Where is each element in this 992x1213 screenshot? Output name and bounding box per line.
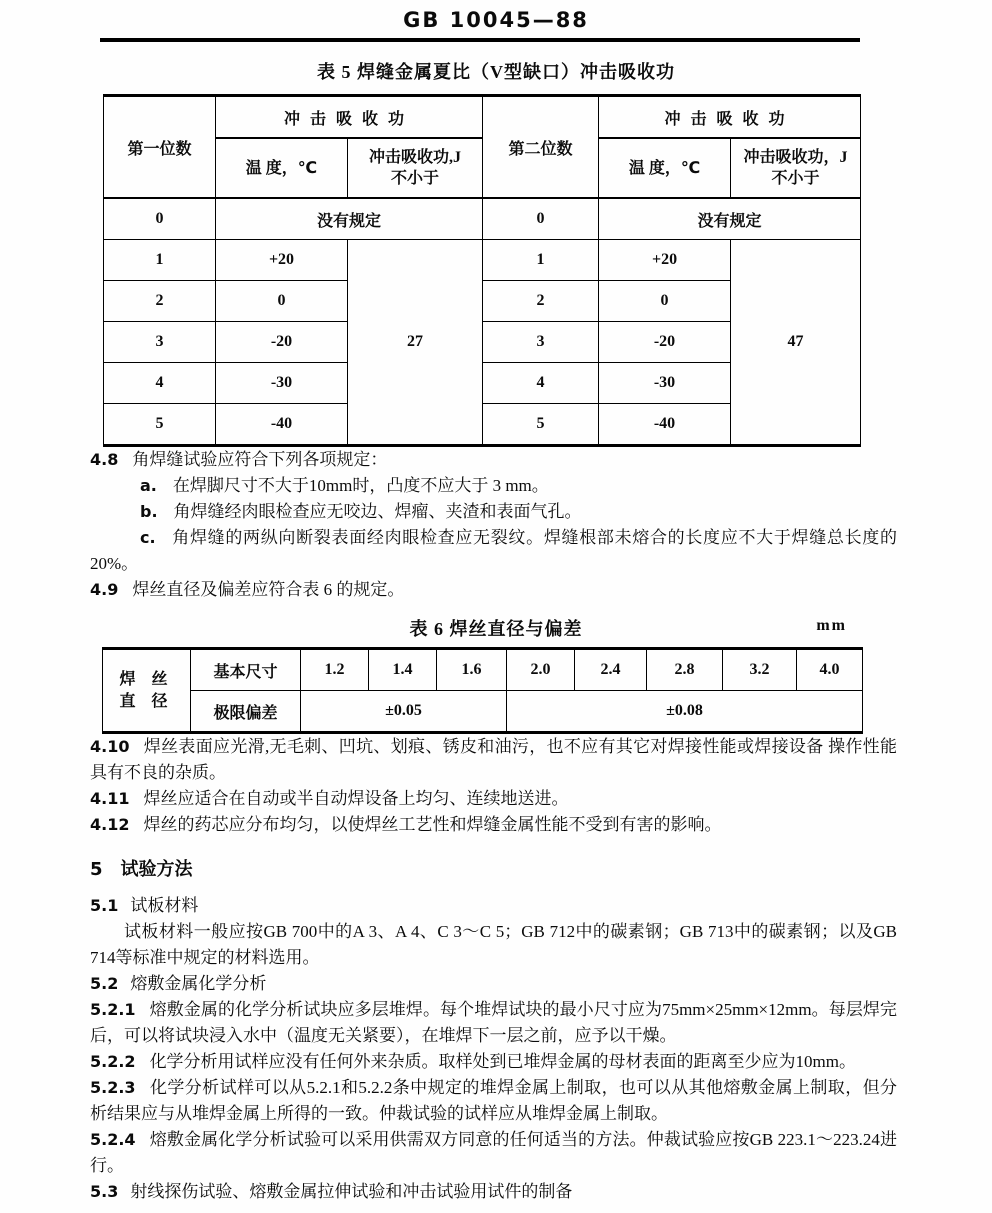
table6-diameter-table — [102, 647, 863, 734]
cell-temp: -30 — [216, 363, 348, 404]
table5-header-temp-right: 温 度，℃ — [599, 138, 731, 198]
section-number: 5.2 — [90, 974, 119, 993]
cell-no-spec: 没有规定 — [216, 198, 483, 240]
deviation-label: 极限偏差 — [191, 691, 301, 733]
item-text: 角焊缝的两纵向断裂表面经肉眼检查应无裂纹。焊缝根部未熔合的长度应不大于焊缝总长度的20%。 — [90, 528, 897, 573]
section-4-8-a — [90, 473, 897, 499]
cell-temp: -20 — [216, 322, 348, 363]
deviation-small: ±0.05 — [301, 691, 507, 733]
size-value: 1.6 — [437, 649, 507, 691]
impact-j-left-line2: 不小于 — [391, 170, 440, 187]
section-5-2-4 — [90, 1127, 897, 1179]
cell-digit: 2 — [104, 281, 216, 322]
size-value: 1.4 — [369, 649, 437, 691]
table5-header-impact-group-right: 冲击吸收功 — [599, 96, 861, 139]
section-4-11 — [90, 786, 897, 812]
cell-min-impact-right: 47 — [731, 240, 861, 446]
table6-row-label — [103, 649, 191, 733]
cell-digit: 4 — [104, 363, 216, 404]
table6-caption — [90, 615, 902, 641]
cell-digit: 5 — [104, 404, 216, 446]
section-number: 5.1 — [90, 896, 119, 915]
impact-j-right-line2: 不小于 — [771, 170, 820, 187]
section-text: 焊丝应适合在自动或半自动焊设备上均匀、连续地送进。 — [143, 789, 569, 808]
cell-temp: -20 — [599, 322, 731, 363]
section-number: 4.8 — [90, 450, 119, 469]
size-value: 2.4 — [575, 649, 647, 691]
row-label-line1: 焊 丝 — [119, 670, 174, 688]
section-text: 熔敷金属化学分析试验可以采用供需双方同意的任何适当的方法。仲裁试验应按GB 223.1～223.24进行。 — [90, 1130, 897, 1175]
section-text: 焊丝的药芯应分布均匀，以使焊丝工艺性和焊缝金属性能不受到有害的影响。 — [143, 815, 722, 834]
section-4-block — [90, 447, 897, 603]
size-value: 2.0 — [507, 649, 575, 691]
section-number: 5.2.1 — [90, 1000, 136, 1019]
section-text: 射线探伤试验、熔敷金属拉伸试验和冲击试验用试件的制备 — [130, 1182, 573, 1201]
section-5-2-1 — [90, 997, 897, 1049]
cell-digit: 0 — [104, 198, 216, 240]
table5-header-temp-left: 温 度，℃ — [216, 138, 348, 198]
table5-impact-table — [103, 94, 861, 447]
impact-j-left-line1: 冲击吸收功,J — [369, 149, 462, 166]
item-text: 角焊缝经肉眼检查应无咬边、焊瘤、夹渣和表面气孔。 — [173, 502, 582, 521]
basic-size-label: 基本尺寸 — [191, 649, 301, 691]
section-text: 焊丝直径及偏差应符合表 6 的规定。 — [132, 580, 405, 599]
cell-min-impact-left: 27 — [348, 240, 483, 446]
table6-unit: mm — [816, 617, 847, 634]
cell-digit: 1 — [483, 240, 599, 281]
section-text: 化学分析试样可以从5.2.1和5.2.2条中规定的堆焊金属上制取，也可以从其他熔敷金属上制取，但分析结果应与从堆焊金属上所得的一致。仲裁试验的试样应从堆焊金属上制取。 — [90, 1078, 897, 1123]
row-label-line2: 直 径 — [119, 692, 174, 710]
section-number: 4.11 — [90, 789, 130, 808]
chapter-5-heading — [90, 856, 897, 883]
table6-row-deviation — [103, 691, 863, 733]
table6-row-sizes — [103, 649, 863, 691]
cell-temp: -40 — [216, 404, 348, 446]
section-number: 5.2.2 — [90, 1052, 136, 1071]
item-label: c. — [140, 528, 156, 547]
size-value: 1.2 — [301, 649, 369, 691]
cell-digit: 1 — [104, 240, 216, 281]
size-value: 2.8 — [647, 649, 723, 691]
cell-temp: +20 — [599, 240, 731, 281]
section-number: 4.9 — [90, 580, 119, 599]
cell-digit: 4 — [483, 363, 599, 404]
cell-no-spec: 没有规定 — [599, 198, 861, 240]
section-5-2-3 — [90, 1075, 897, 1127]
chapter-number: 5 — [90, 859, 103, 880]
section-5-3 — [90, 1179, 897, 1205]
section-5-2 — [90, 971, 897, 997]
table5-row-0 — [104, 198, 861, 240]
item-label: a. — [140, 476, 157, 495]
cell-digit: 3 — [104, 322, 216, 363]
size-value: 4.0 — [797, 649, 863, 691]
section-number: 4.12 — [90, 815, 130, 834]
section-text: 熔敷金属的化学分析试块应多层堆焊。每个堆焊试块的最小尺寸应为75mm×25mm×12mm。每层焊完后，可以将试块浸入水中（温度无关紧要），在堆焊下一层之前，应予以干燥。 — [90, 1000, 897, 1045]
section-text: 试板材料 — [130, 896, 199, 915]
section-text: 角焊缝试验应符合下列各项规定： — [132, 450, 388, 469]
section-4-8 — [90, 447, 897, 473]
chapter-title: 试验方法 — [120, 859, 193, 879]
section-number: 5.2.3 — [90, 1078, 136, 1097]
section-5-1-body: 试板材料一般应按GB 700中的A 3、A 4、C 3～C 5；GB 712中的碳素钢；GB 713中的碳素钢；以及GB 714等标准中规定的材料选用。 — [90, 922, 897, 967]
cell-temp: 0 — [599, 281, 731, 322]
table5-title: 表 5 焊缝金属夏比（V型缺口）冲击吸收功 — [317, 62, 675, 82]
section-4-9 — [90, 577, 897, 603]
section-4-12 — [90, 812, 897, 838]
cell-temp: -30 — [599, 363, 731, 404]
section-text: 化学分析用试样应没有任何外来杂质。取样处到已堆焊金属的母材表面的距离至少应为10mm。 — [149, 1052, 857, 1071]
table5-header-second-digit: 第二位数 — [483, 96, 599, 199]
standard-number: GB 10045—88 — [403, 8, 589, 32]
cell-digit: 3 — [483, 322, 599, 363]
cell-temp: +20 — [216, 240, 348, 281]
item-text: 在焊脚尺寸不大于10mm时，凸度不应大于 3 mm。 — [172, 476, 549, 495]
cell-digit: 0 — [483, 198, 599, 240]
section-number: 5.2.4 — [90, 1130, 136, 1149]
table5-header-impact-group-left: 冲击吸收功 — [216, 96, 483, 139]
section-text: 熔敷金属化学分析 — [130, 974, 267, 993]
section-4-8-b — [90, 499, 897, 525]
header-rule — [100, 38, 860, 42]
table5-header-impact-j-right — [731, 138, 861, 198]
cell-digit: 2 — [483, 281, 599, 322]
cell-digit: 5 — [483, 404, 599, 446]
table5-header-impact-j-left — [348, 138, 483, 198]
section-number: 4.10 — [90, 737, 130, 756]
section-5-2-2 — [90, 1049, 897, 1075]
table6-title: 表 6 焊丝直径与偏差 — [409, 619, 583, 639]
section-number: 5.3 — [90, 1182, 119, 1201]
cell-temp: 0 — [216, 281, 348, 322]
section-5-1 — [90, 893, 897, 919]
section-4-8-c — [90, 525, 897, 577]
size-value: 3.2 — [723, 649, 797, 691]
table5-header-first-digit: 第一位数 — [104, 96, 216, 199]
table5-row-1 — [104, 240, 861, 281]
cell-temp: -40 — [599, 404, 731, 446]
impact-j-right-line1: 冲击吸收功，J — [743, 149, 848, 166]
section-text: 焊丝表面应光滑,无毛刺、凹坑、划痕、锈皮和油污，也不应有其它对焊接性能或焊接设备 操作性能具有不良的杂质。 — [90, 737, 897, 782]
section-4-10 — [90, 734, 897, 786]
item-label: b. — [140, 502, 158, 521]
section-5-block — [90, 734, 897, 1205]
deviation-large: ±0.08 — [507, 691, 863, 733]
